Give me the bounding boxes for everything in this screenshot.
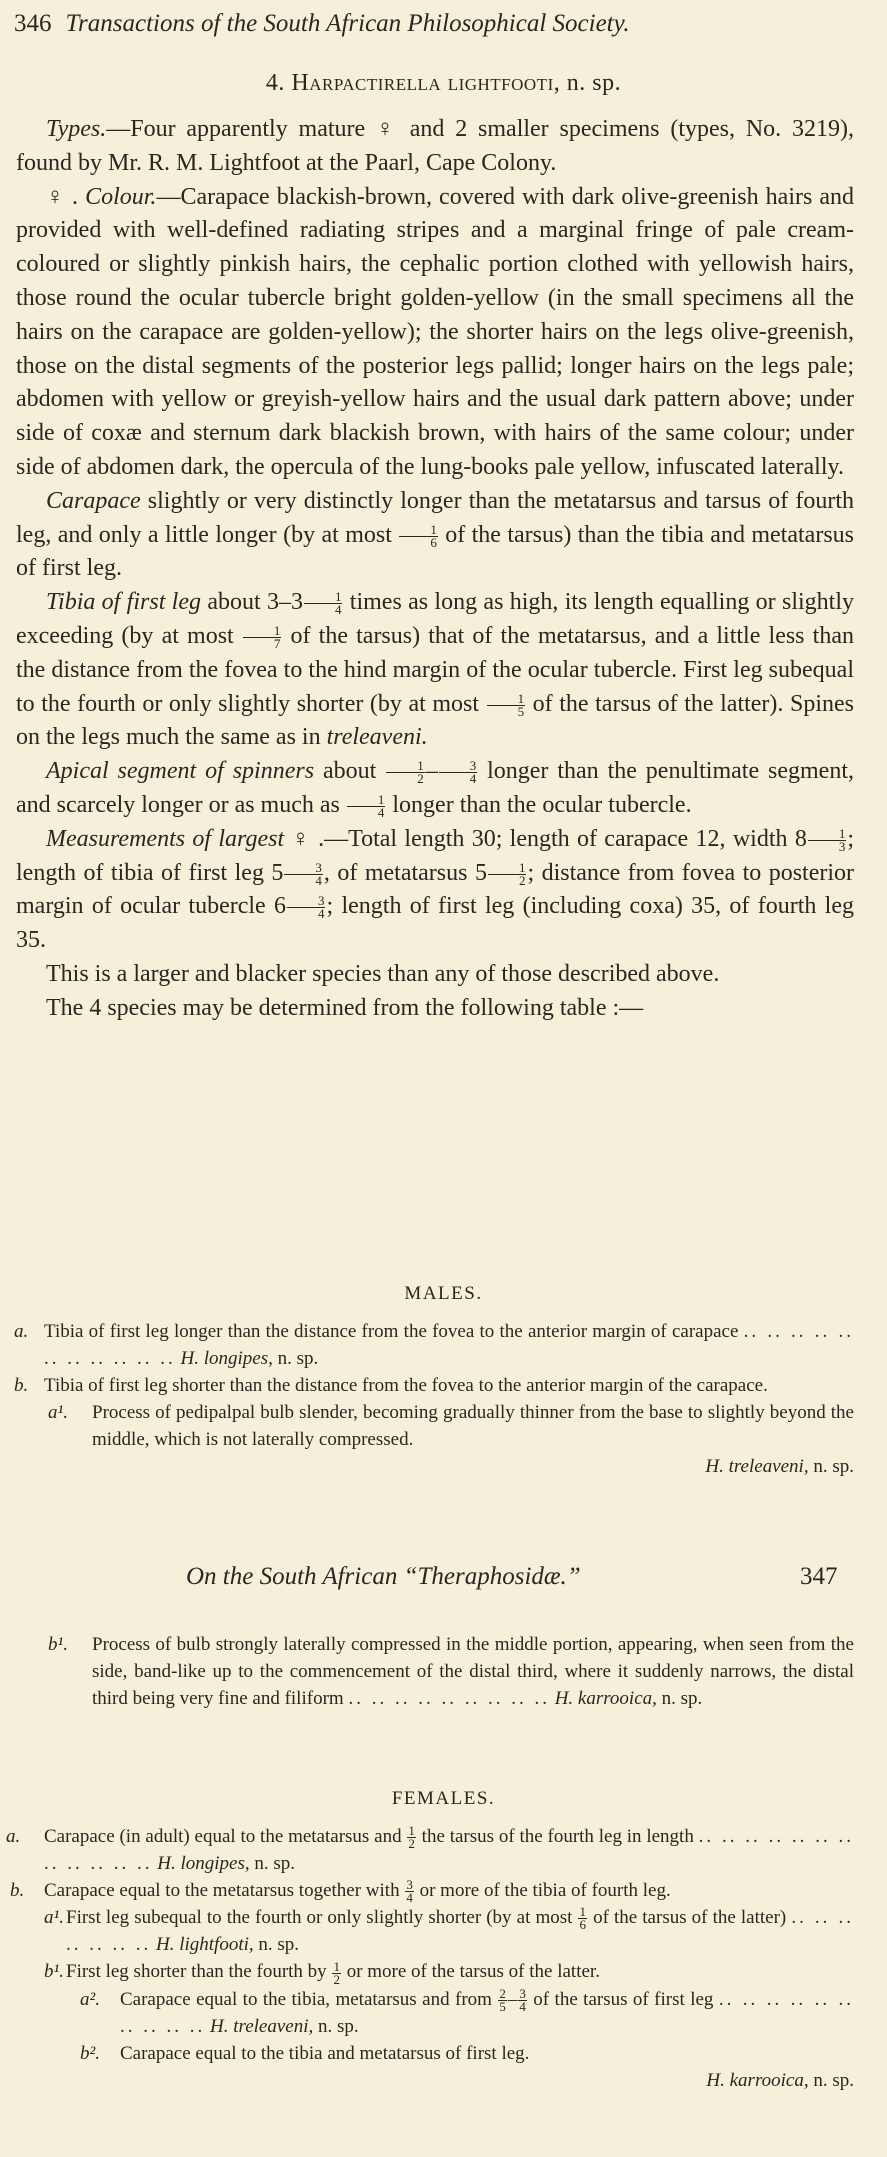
tibia-text: times as long as high, its length equalling or slightly exceeding (by at most [16, 589, 854, 649]
fraction-denominator: 6 [430, 534, 437, 550]
types-paragraph [16, 113, 854, 181]
running-title: On the South African “Theraphosidæ.” [186, 1563, 581, 1590]
page-number: 347 [800, 1563, 838, 1590]
key-text [44, 1877, 854, 1904]
fraction [399, 521, 438, 550]
fraction-denominator: 3 [838, 838, 846, 854]
species-name: H. longipes, [180, 1348, 273, 1369]
apical-text: longer than the ocular tubercle. [386, 791, 692, 818]
running-title: Transactions of the South African Philosophical Society. [65, 10, 630, 37]
females-key [6, 1823, 855, 2094]
leader-dots: .. .. .. .. .. .. .. .. .. .. .. .. [44, 1826, 855, 1875]
species-ref: treleaveni. [326, 724, 428, 751]
key-result [555, 1688, 703, 1709]
leader-dots: .. .. .. .. .. .. .. [66, 1907, 855, 1956]
tibia-paragraph [16, 586, 854, 755]
apical-label: Apical segment of spinners [46, 758, 315, 785]
fraction-denominator: 2 [333, 1971, 340, 1987]
species-name: H. longipes, [157, 1853, 250, 1875]
fraction [808, 825, 847, 854]
species-name: Harpactirella lightfooti, [291, 70, 561, 96]
key-text [44, 1318, 854, 1372]
types-label: Types. [46, 116, 107, 142]
measurements-text: .—Total length 30; length of carapace 12, width 8 [318, 825, 807, 852]
table-intro: The 4 species may be determined from the following table :— [46, 994, 644, 1021]
species-suffix: n. sp. [258, 1934, 300, 1956]
measurements-paragraph [16, 823, 854, 958]
key-label: b¹. [48, 1634, 68, 1655]
range-dash: – [507, 1988, 518, 2010]
fraction-denominator: 4 [406, 1890, 413, 1906]
key-text [120, 1986, 854, 2040]
fraction-denominator: 7 [273, 635, 281, 651]
key-description: of the tarsus of first leg [527, 1988, 714, 2010]
fraction [332, 1958, 341, 1987]
fraction [578, 1906, 587, 1931]
fraction-numerator: 3 [406, 1877, 413, 1893]
fraction-denominator: 4 [334, 602, 342, 618]
key-entry-a [6, 1823, 855, 1877]
fraction-numerator: 1 [408, 1823, 415, 1839]
running-head [14, 10, 873, 38]
fraction-numerator: 1 [399, 524, 438, 537]
fraction-denominator: 4 [519, 1998, 526, 2014]
key-label: a². [80, 1988, 100, 2010]
fraction-denominator: 4 [377, 804, 385, 820]
species-suffix: n. sp. [813, 1456, 854, 1477]
fraction-numerator: 3 [519, 1985, 526, 2001]
colour-label: Colour. [85, 183, 157, 210]
fraction [498, 1985, 507, 2014]
leader-dots: .. .. .. .. .. .. .. .. .. .. [120, 1988, 855, 2037]
key-entry-b [14, 1372, 854, 1399]
fraction [407, 1825, 416, 1850]
fraction [304, 591, 343, 616]
colour-text: —Carapace blackish-brown, covered with dark olive-greenish hairs and provided with well-defined radiating stripes and a marginal fringe of pale cream-coloured or slightly pinkish hairs, the cephalic portion clothed with yellowish hairs, those round the ocular tubercle bright golden-yellow (in the small specimens all the hairs on the carapace are golden-yellow); the shorter hairs on the legs olive-greenish, those on the distal segments of the posterior legs pallid; longer hairs on the legs pale; abdomen with yellow or greyish-yellow hairs and the usual dark pattern above; under side of coxæ and sternum dark blackish brown, with hairs of the same colour; under side of abdomen dark, the opercula of the lung-books pale yellow, infuscated laterally. [16, 183, 855, 480]
fraction [386, 760, 425, 785]
measurements-text: ; length of tibia of first leg 5 [16, 825, 854, 886]
key-result [120, 2067, 854, 2094]
key-entry-a2 [14, 1986, 854, 2040]
key-result [92, 1453, 854, 1480]
key-entry-a1 [14, 1904, 854, 1958]
apical-text: about [314, 758, 386, 785]
females-heading: FEMALES. [391, 1788, 496, 1809]
fraction-denominator: 4 [317, 906, 325, 922]
fraction-numerator: 3 [439, 760, 478, 773]
fraction-denominator: 2 [417, 771, 424, 787]
fraction [487, 690, 526, 719]
fraction-numerator: 1 [386, 760, 425, 773]
fraction-numerator: 1 [304, 591, 343, 604]
fraction-numerator: 1 [333, 1958, 340, 1974]
fraction-numerator: 1 [243, 625, 282, 638]
fraction-numerator: 1 [487, 693, 526, 706]
key-description: of the tarsus of the latter) [587, 1907, 787, 1929]
key-description: First leg shorter than the fourth by [66, 1961, 332, 1983]
key-label: a¹. [48, 1402, 68, 1423]
fraction-numerator: 3 [284, 862, 323, 875]
fraction-denominator: 5 [517, 703, 525, 719]
fraction-denominator: 4 [315, 872, 322, 888]
description-body [16, 113, 854, 1026]
key-description: Carapace (in adult) equal to the metatarsus and [44, 1826, 407, 1847]
species-suffix: n. sp. [277, 1348, 319, 1369]
page-347 [0, 1515, 887, 2157]
fraction [284, 859, 323, 888]
key-entry-b [10, 1877, 854, 1906]
key-entry-b1 [14, 1631, 854, 1712]
tibia-text: of the tarsus of the latter). Spines on the legs much the same as in [16, 690, 854, 751]
fraction-denominator: 2 [408, 1836, 415, 1852]
fraction-numerator: 1 [347, 794, 386, 807]
measurements-text: ; distance from fovea to posterior margin of ocular tubercle 6 [16, 859, 855, 920]
types-text: —Four apparently mature ♀ and 2 smaller specimens (types, No. 3219), found by Mr. R. M. Lightfoot at the Paarl, Cape Colony. [16, 116, 854, 176]
tibia-text: about 3–3 [201, 589, 303, 616]
leader-dots: .. .. .. .. .. .. .. .. .. [348, 1688, 550, 1709]
fraction-numerator: 1 [808, 828, 847, 841]
key-label: b². [80, 2042, 100, 2064]
fraction-numerator: 1 [579, 1904, 586, 1920]
males-key [14, 1318, 854, 1480]
key-entry-a [14, 1318, 854, 1372]
carapace-text: of the tarsus) than the tibia and metatarsus of first leg. [16, 521, 854, 582]
fraction-denominator: 2 [518, 872, 526, 888]
key-text [66, 1904, 854, 1958]
key-result [156, 1934, 299, 1955]
range-dash: – [425, 758, 438, 785]
key-result [210, 2016, 359, 2037]
key-description: Carapace equal to the tibia, metatarsus and from [120, 1988, 498, 2010]
measurements-text: , of metatarsus 5 [323, 859, 487, 886]
species-title [0, 70, 887, 97]
measurements-text: ; length of first leg (including coxa) 35, of fourth leg 35. [16, 893, 854, 954]
fraction [439, 760, 478, 785]
species-name: H. treleaveni, [705, 1456, 809, 1477]
species-suffix: n. sp. [661, 1688, 703, 1709]
carapace-paragraph [16, 485, 854, 586]
key-description: or more of the tibia of fourth leg. [414, 1880, 671, 1902]
species-name: H. karrooica, [554, 1688, 657, 1709]
species-suffix: n. sp. [566, 70, 622, 96]
key-label: a. [14, 1321, 29, 1342]
page-number: 346 [14, 10, 52, 37]
key-label: b¹. [44, 1961, 64, 1983]
fraction-denominator: 5 [499, 1998, 506, 2014]
key-label: b. [10, 1880, 25, 1902]
key-description: the tarsus of the fourth leg in length [416, 1826, 694, 1847]
fraction-numerator: 2 [499, 1985, 506, 2001]
key-label: a¹. [44, 1907, 64, 1929]
key-description: Carapace equal to the metatarsus together with [44, 1880, 405, 1902]
key-description: Process of bulb strongly laterally compressed in the middle portion, appearing, when seen from the side, band-like up to the commencement of the distal third, where it suddenly narrows, the distal third being very fine and filiform [92, 1634, 854, 1709]
key-entry-a1 [14, 1399, 854, 1480]
species-number: 4. [265, 70, 285, 96]
species-suffix: n. sp. [813, 2069, 854, 2091]
key-text [44, 1823, 854, 1877]
fraction-denominator: 4 [469, 771, 477, 787]
fraction [488, 859, 527, 888]
fraction [287, 895, 326, 920]
fraction [347, 791, 386, 820]
carapace-text: slightly or very distinctly longer than the metatarsus and tarsus of fourth leg, and only a little longer (by at most [16, 487, 854, 548]
species-suffix: n. sp. [254, 1853, 296, 1875]
key-description: Tibia of first leg longer than the distance from the fovea to the anterior margin of carapace [44, 1321, 739, 1342]
measurements-sex: ♀ [284, 825, 319, 852]
key-label: a. [6, 1826, 21, 1847]
key-text [92, 1631, 854, 1712]
key-description: First leg subequal to the fourth or only slightly shorter (by at most [66, 1907, 578, 1929]
fraction [243, 622, 282, 651]
males-heading: MALES. [404, 1283, 483, 1304]
fraction-numerator: 3 [287, 895, 326, 908]
colour-sex: ♀ . [46, 183, 86, 210]
key-text [66, 1958, 854, 1985]
comparison-paragraph: This is a larger and blacker species than any of those described above. [46, 960, 720, 987]
fraction-denominator: 6 [579, 1917, 586, 1933]
key-result [181, 1348, 319, 1369]
key-text: Tibia of first leg shorter than the distance from the fovea to the anterior margin of the carapace. [44, 1375, 768, 1396]
species-name: H. treleaveni, [210, 2015, 314, 2037]
key-description: or more of the tarsus of the latter. [341, 1961, 600, 1983]
species-name: H. lightfooti, [156, 1934, 254, 1956]
key-text: Process of pedipalpal bulb slender, becoming gradually thinner from the base to slightly beyond the middle, which is not laterally compressed. [92, 1402, 854, 1450]
apical-paragraph [16, 755, 854, 823]
key-result [157, 1853, 295, 1874]
tibia-label: Tibia of first leg [46, 589, 201, 616]
fraction-numerator: 1 [488, 862, 527, 875]
tibia-text: of the tarsus) that of the metatarsus, and a little less than the distance from the fovea to the hind margin of the ocular tubercle. First leg subequal to the fourth or only slightly shorter (by at most [16, 622, 854, 717]
key-entry-b1 [14, 1958, 854, 1985]
species-suffix: n. sp. [317, 2015, 359, 2037]
males-key-continued [14, 1631, 854, 1712]
apical-text: longer than the penultimate segment, and scarcely longer or as much as [16, 758, 854, 818]
carapace-label: Carapace [46, 487, 141, 514]
measurements-label: Measurements of largest [46, 825, 285, 852]
fraction [405, 1879, 414, 1904]
fraction [518, 1985, 527, 2014]
colour-paragraph [16, 181, 854, 485]
key-label: b. [14, 1375, 29, 1396]
key-entry-b2 [14, 2040, 854, 2094]
key-text: Carapace equal to the tibia and metatarsus of first leg. [120, 2042, 530, 2064]
leader-dots: .. .. .. .. .. .. .. .. .. .. .. [44, 1321, 854, 1369]
species-name: H. karrooica, [706, 2069, 809, 2091]
